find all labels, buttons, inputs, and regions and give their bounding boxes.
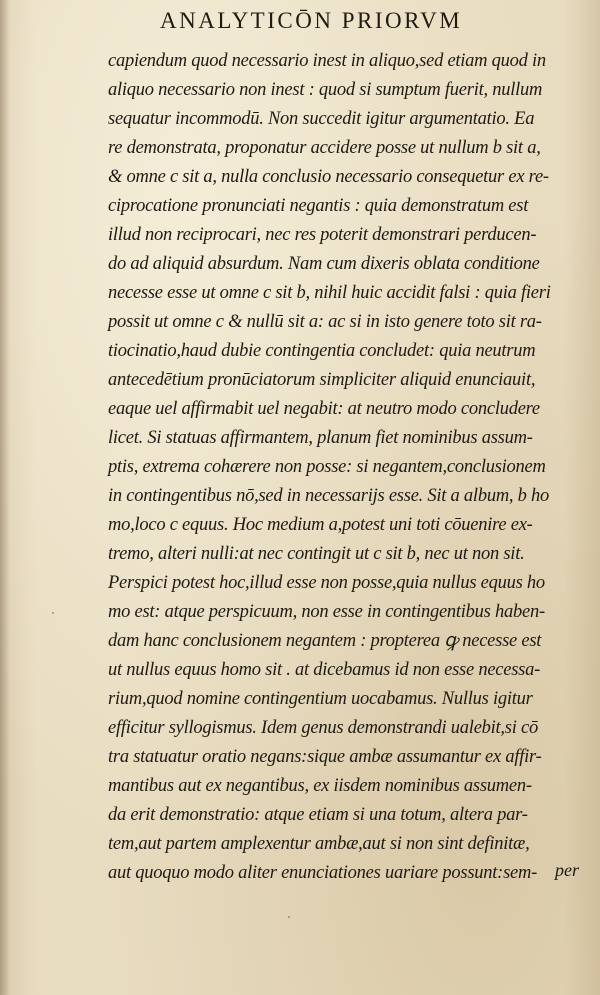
paper-speck bbox=[52, 612, 54, 614]
text-line: do ad aliquid absurdum. Nam cum dixeris oblata conditione bbox=[108, 254, 540, 274]
text-line: rium,quod nomine contingentium uocabamus. Nullus igitur bbox=[108, 689, 533, 709]
text-line: eaque uel affirmabit uel negabit: at neutro modo concludere bbox=[108, 399, 540, 419]
catchword: per bbox=[555, 860, 579, 880]
text-line: efficitur syllogismus. Idem genus demonstrandi ualebit,si cō bbox=[108, 718, 538, 738]
text-line: illud non reciprocari, nec res poterit demonstrari perducen- bbox=[108, 225, 537, 245]
text-line: capiendum quod necessario inest in aliquo,sed etiam quod in bbox=[108, 51, 546, 71]
text-line: tra statuatur oratio negans:sique ambæ assumantur ex affir- bbox=[108, 747, 542, 767]
text-line: aliquo necessario non inest : quod si sumptum fuerit, nullum bbox=[108, 80, 543, 100]
running-head: ANALYTICŌN PRIORVM bbox=[160, 8, 463, 33]
text-line: dam hanc conclusionem negantem : propterea ꝙ necesse est bbox=[108, 631, 542, 651]
text-line: ptis, extrema cohærere non posse: si negantem,conclusionem bbox=[108, 457, 546, 477]
text-line: in contingentibus nō,sed in necessarijs esse. Sit a album, b ho bbox=[108, 486, 550, 506]
page-gutter-shadow bbox=[0, 0, 10, 995]
text-line: mo est: atque perspicuum, non esse in contingentibus haben- bbox=[108, 602, 545, 622]
text-line: tiocinatio,haud dubie contingentia concludet: quia neutrum bbox=[108, 341, 536, 361]
text-line: da erit demonstratio: atque etiam si una totum, altera par- bbox=[108, 805, 528, 825]
text-line: aut quoquo modo aliter enunciationes uariare possunt:sem- bbox=[108, 863, 538, 883]
text-line: necesse esse ut omne c sit b, nihil huic accidit falsi : quia fieri bbox=[108, 283, 551, 303]
paper-speck bbox=[288, 916, 290, 918]
text-line: tem,aut partem amplexentur ambæ,aut si non sint definitæ, bbox=[108, 834, 530, 854]
text-line: possit ut omne c & nullū sit a: ac si in isto genere toto sit ra- bbox=[108, 312, 542, 332]
text-line: re demonstrata, proponatur accidere posse ut nullum b sit a, bbox=[108, 138, 541, 158]
text-line: antecedētium pronūciatorum simpliciter aliquid enunciauit, bbox=[108, 370, 536, 390]
text-line: ciprocatione pronunciati negantis : quia demonstratum est bbox=[108, 196, 529, 216]
text-line: Perspici potest hoc,illud esse non posse,quia nullus equus ho bbox=[108, 573, 545, 593]
text-line: & omne c sit a, nulla conclusio necessario consequetur ex re- bbox=[108, 167, 549, 187]
text-line: licet. Si statuas affirmantem, planum fiet nominibus assum- bbox=[108, 428, 533, 448]
text-line: mantibus aut ex negantibus, ex iisdem nominibus assumen- bbox=[108, 776, 532, 796]
text-line: mo,loco c equus. Hoc medium a,potest uni toti cōuenire ex- bbox=[108, 515, 533, 535]
text-line: sequatur incommodū. Non succedit igitur argumentatio. Ea bbox=[108, 109, 535, 129]
text-line: ut nullus equus homo sit . at dicebamus id non esse necessa- bbox=[108, 660, 541, 680]
text-line: tremo, alteri nulli:at nec contingit ut c sit b, nec ut non sit. bbox=[108, 544, 525, 564]
